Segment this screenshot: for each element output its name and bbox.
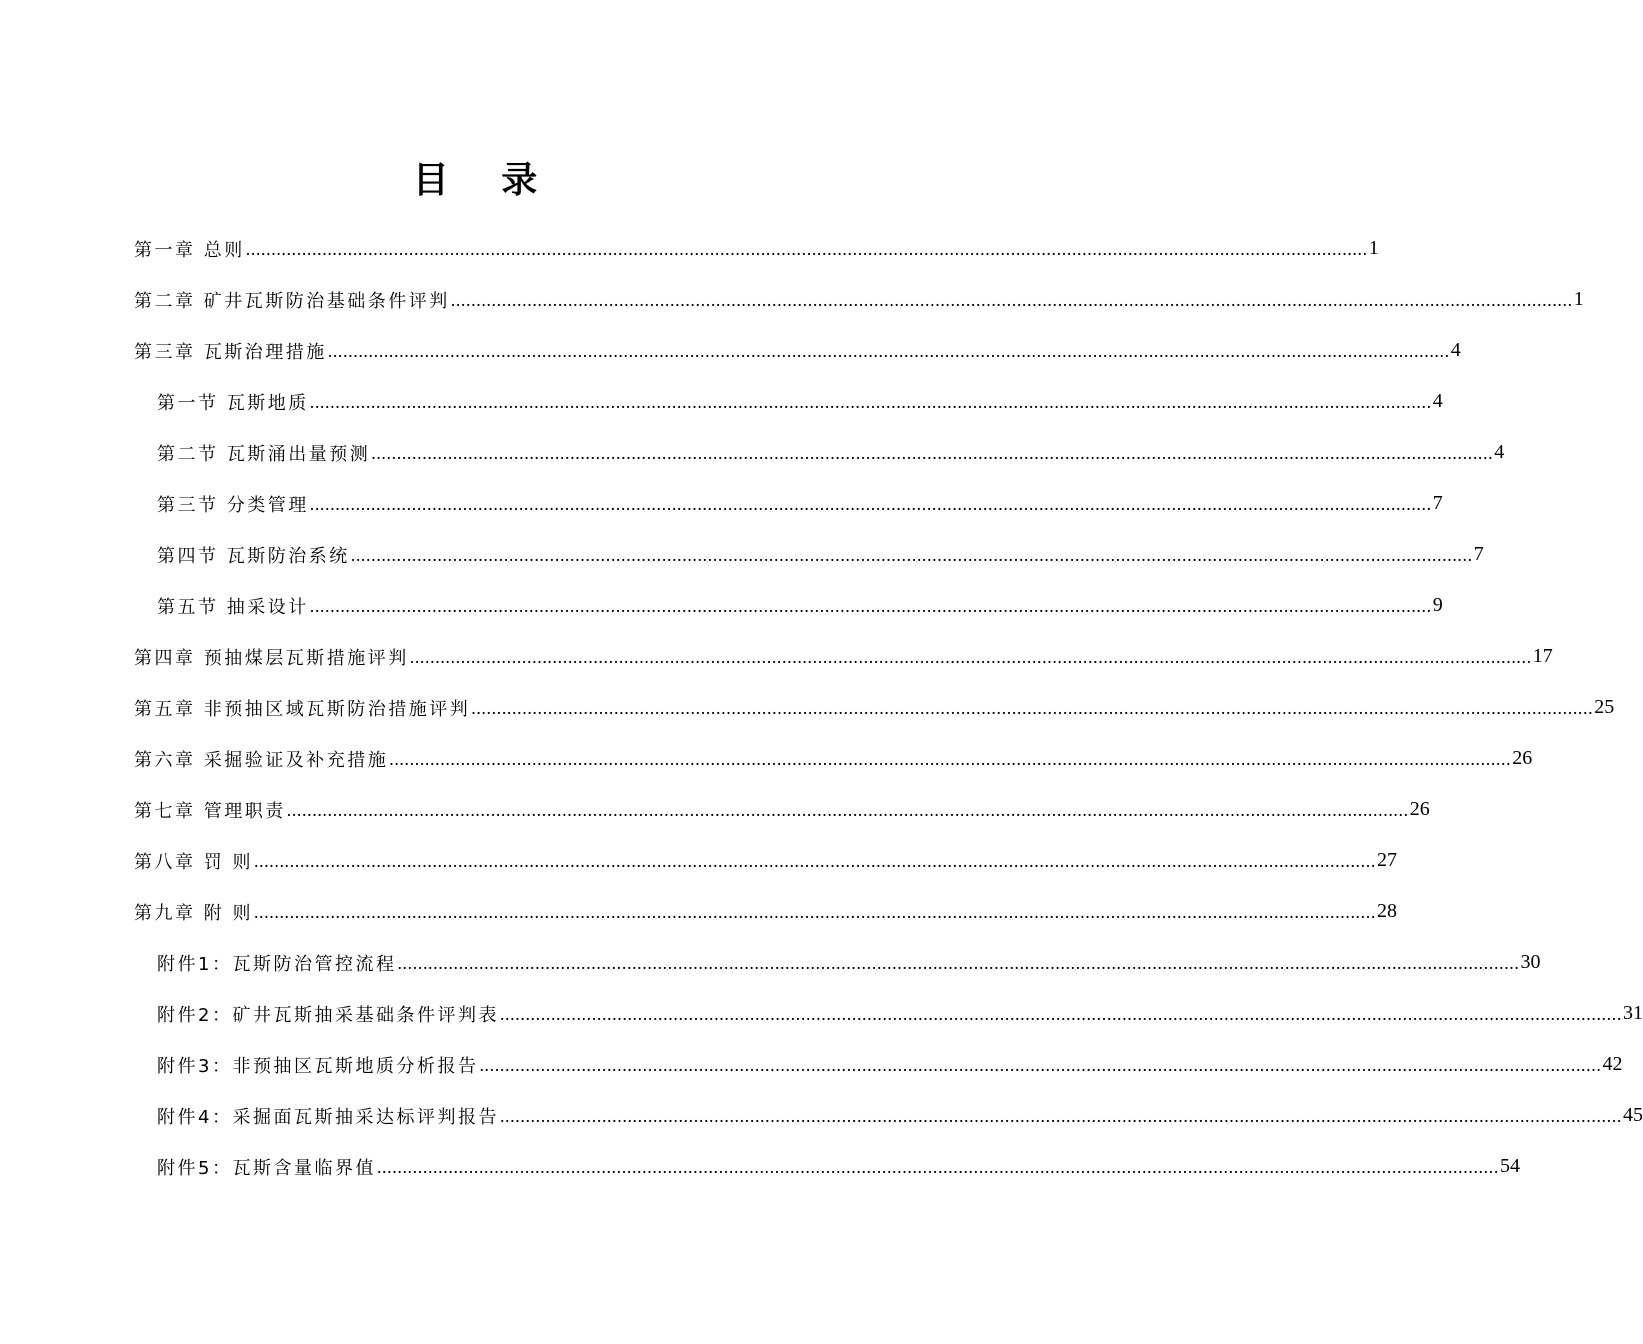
toc-entry[interactable] <box>134 886 1397 937</box>
toc-dot-leader: ............................................................................................................................................................................................................................ <box>479 1055 1602 1075</box>
toc-entry-page-number: 25 <box>1594 696 1615 718</box>
toc-entry[interactable] <box>157 580 1443 631</box>
toc-entry-page-number: 30 <box>1520 951 1541 973</box>
toc-dot-leader: ............................................................................................................................................................................................................................ <box>245 239 1368 259</box>
toc-dot-leader: ............................................................................................................................................................................................................................ <box>397 953 1520 973</box>
toc-entry[interactable] <box>157 529 1484 580</box>
toc-entry-label: 第五章 非预抽区域瓦斯防治措施评判 <box>134 698 471 720</box>
toc-entry-page-number: 27 <box>1376 849 1397 871</box>
toc-entry[interactable] <box>157 1090 1643 1141</box>
toc-entry[interactable] <box>157 937 1541 988</box>
toc-entry[interactable] <box>134 325 1461 376</box>
toc-entry-page-number: 17 <box>1532 645 1553 667</box>
toc-entry-label: 附件3：非预抽区瓦斯地质分析报告 <box>157 1055 479 1077</box>
toc-dot-leader: ............................................................................................................................................................................................................................ <box>327 341 1450 361</box>
toc-entry-page-number: 26 <box>1409 798 1430 820</box>
toc-dot-leader: ............................................................................................................................................................................................................................ <box>499 1004 1622 1024</box>
toc-entry-label: 第三章 瓦斯治理措施 <box>134 341 327 363</box>
toc-dot-leader: ............................................................................................................................................................................................................................ <box>371 443 1494 463</box>
toc-dot-leader: ............................................................................................................................................................................................................................ <box>499 1106 1622 1126</box>
toc-entry[interactable] <box>134 631 1553 682</box>
toc-entry-label: 附件4：采掘面瓦斯抽采达标评判报告 <box>157 1106 499 1128</box>
toc-dot-leader: ............................................................................................................................................................................................................................ <box>350 545 1473 565</box>
toc-entry-page-number: 28 <box>1376 900 1397 922</box>
toc-entry-page-number: 1 <box>1368 237 1379 259</box>
toc-entry[interactable] <box>157 1039 1623 1090</box>
toc-entry-page-number: 7 <box>1473 543 1484 565</box>
toc-entry-page-number: 26 <box>1512 747 1533 769</box>
toc-entry-label: 第三节 分类管理 <box>157 494 309 516</box>
toc-entry-page-number: 9 <box>1432 594 1443 616</box>
toc-entry-label: 第四节 瓦斯防治系统 <box>157 545 350 567</box>
toc-entry[interactable] <box>157 478 1443 529</box>
toc-entry-page-number: 45 <box>1622 1104 1643 1126</box>
toc-entry-label: 附件5：瓦斯含量临界值 <box>157 1157 376 1179</box>
toc-dot-leader: ............................................................................................................................................................................................................................ <box>450 290 1573 310</box>
toc-entry-page-number: 7 <box>1432 492 1443 514</box>
toc-entry-label: 附件1：瓦斯防治管控流程 <box>157 953 397 975</box>
toc-entry-page-number: 4 <box>1450 339 1461 361</box>
toc-entry-label: 第二节 瓦斯涌出量预测 <box>157 443 371 465</box>
toc-entry-page-number: 4 <box>1494 441 1505 463</box>
toc-entry-label: 第五节 抽采设计 <box>157 596 309 618</box>
toc-entry[interactable] <box>134 682 1615 733</box>
toc-dot-leader: ............................................................................................................................................................................................................................ <box>286 800 1409 820</box>
toc-entry[interactable] <box>134 223 1379 274</box>
toc-entry[interactable] <box>157 1141 1520 1192</box>
toc-entry-label: 第七章 管理职责 <box>134 800 286 822</box>
toc-entry-page-number: 42 <box>1602 1053 1623 1075</box>
toc-entry-label: 附件2：矿井瓦斯抽采基础条件评判表 <box>157 1004 499 1026</box>
toc-entry-page-number: 54 <box>1499 1155 1520 1177</box>
toc-dot-leader: ............................................................................................................................................................................................................................ <box>309 596 1432 616</box>
toc-entry-page-number: 1 <box>1573 288 1584 310</box>
toc-entry-label: 第二章 矿井瓦斯防治基础条件评判 <box>134 290 450 312</box>
toc-dot-leader: ............................................................................................................................................................................................................................ <box>309 494 1432 514</box>
toc-dot-leader: ............................................................................................................................................................................................................................ <box>471 698 1594 718</box>
toc-entry-label: 第八章 罚 则 <box>134 851 253 873</box>
toc-entry[interactable] <box>134 784 1430 835</box>
toc-entry-label: 第一节 瓦斯地质 <box>157 392 309 414</box>
toc-dot-leader: ............................................................................................................................................................................................................................ <box>389 749 1512 769</box>
toc-entry-label: 第六章 采掘验证及补充措施 <box>134 749 389 771</box>
toc-entry[interactable] <box>134 274 1584 325</box>
toc-entry[interactable] <box>157 427 1505 478</box>
toc-entry-label: 第一章 总则 <box>134 239 245 261</box>
toc-entry[interactable] <box>157 376 1443 427</box>
toc-entry[interactable] <box>134 733 1533 784</box>
toc-dot-leader: ............................................................................................................................................................................................................................ <box>253 851 1376 871</box>
toc-dot-leader: ............................................................................................................................................................................................................................ <box>376 1157 1499 1177</box>
toc-entry-label: 第四章 预抽煤层瓦斯措施评判 <box>134 647 409 669</box>
toc-entry-page-number: 31 <box>1622 1002 1643 1024</box>
toc-entry[interactable] <box>134 835 1397 886</box>
toc-dot-leader: ............................................................................................................................................................................................................................ <box>309 392 1432 412</box>
toc-entry-label: 第九章 附 则 <box>134 902 253 924</box>
toc-entry[interactable] <box>157 988 1643 1039</box>
toc-dot-leader: ............................................................................................................................................................................................................................ <box>409 647 1532 667</box>
toc-entry-page-number: 4 <box>1432 390 1443 412</box>
page-title: 目 录 <box>412 160 558 201</box>
toc-dot-leader: ............................................................................................................................................................................................................................ <box>253 902 1376 922</box>
